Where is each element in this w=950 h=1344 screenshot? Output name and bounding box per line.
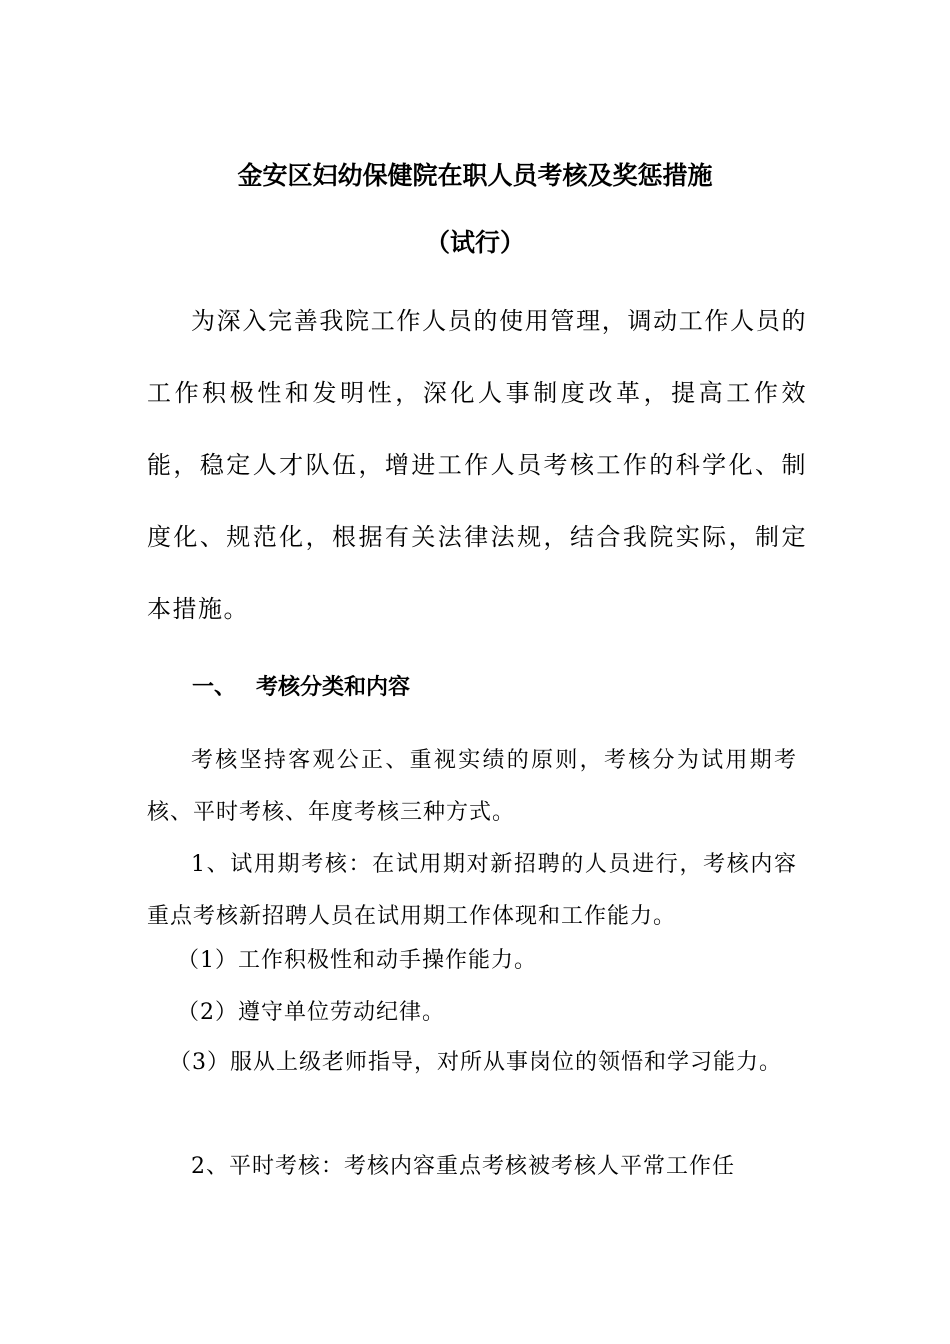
probation-item-2: （2）遵守单位劳动纪律。 [177,1000,445,1025]
probation-item-3: （3）服从上级老师指导，对所从事岗位的领悟和学习能力。 [169,1050,782,1075]
intro-paragraph: 为深入完善我院工作人员的使用管理，调动工作人员的工作积极性和发明性，深化人事制度改革，提高工作效能，稳定人才队伍，增进工作人员考核工作的科学化、制度化、规范化，根据有关法律法规，结合我院实际，制定本措施。 [147,307,807,623]
section-number: 一、 [192,675,237,700]
regular-assessment-paragraph: 2、平时考核：考核内容重点考核被考核人平常工作任 [191,1154,735,1179]
section-heading [192,673,410,703]
principle-paragraph: 考核坚持客观公正、重视实绩的原则，考核分为试用期考核、平时考核、年度考核三种方式。 [147,748,797,825]
probation-item-1: （1）工作积极性和动手操作能力。 [177,948,537,973]
document-subtitle: （试行） [424,228,525,257]
document-title: 金安区妇幼保健院在职人员考核及奖惩措施 [237,161,713,190]
section-title: 考核分类和内容 [256,675,411,700]
probation-assessment-paragraph: 1、试用期考核：在试用期对新招聘的人员进行，考核内容重点考核新招聘人员在试用期工作体现和工作能力。 [147,852,797,929]
